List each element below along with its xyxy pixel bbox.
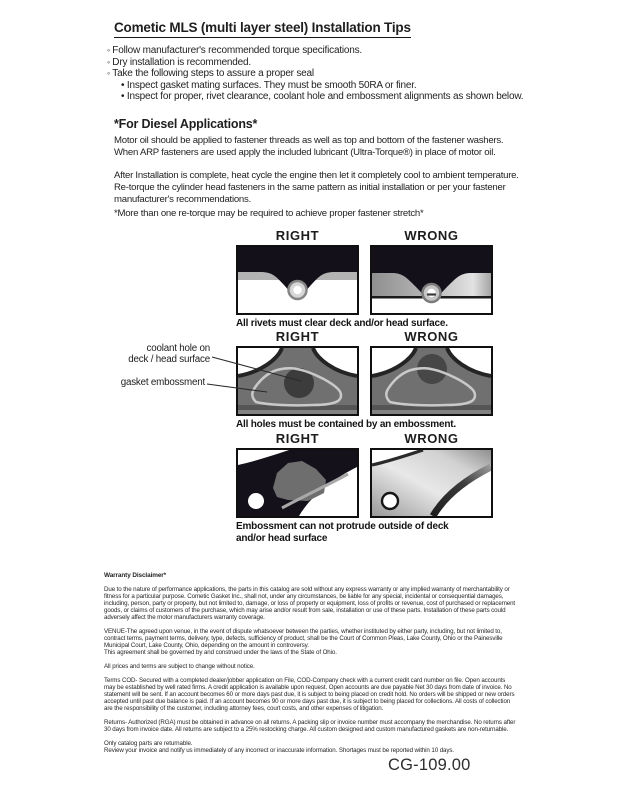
legal-paragraph-returnable: Only catalog parts are returnable. — [104, 740, 193, 747]
coolant-hole-callout — [110, 344, 210, 366]
protrusion-caption — [236, 521, 496, 544]
tip-sub-item: • Inspect for proper, rivet clearance, coolant hole and embossment alignments as shown below. — [121, 91, 537, 103]
rivet-right-diagram — [236, 245, 359, 315]
tip-item: ◦ Dry installation is recommended. — [107, 57, 537, 69]
legal-paragraph-prices: All prices and terms are subject to change without notice. — [104, 663, 255, 670]
page-title: Cometic MLS (multi layer steel) Installation Tips — [114, 20, 411, 38]
protrusion-wrong-diagram — [370, 448, 493, 518]
legal-paragraph-review: Review your invoice and notify us immediately of any incorrect or inaccurate information. Shortages must be reported within 10 days. — [104, 747, 454, 754]
diesel-paragraph-1: Motor oil should be applied to fastener threads as well as top and bottom of the fastener washers. When ARP fasteners are used apply the included lubricant (Ultra-Torque®) in place of motor oil. — [114, 135, 504, 158]
catalog-page-code: CG-109.00 — [388, 756, 471, 774]
tip-item: ◦ Follow manufacturer's recommended torque specifications. — [107, 45, 537, 57]
rivet-caption: All rivets must clear deck and/or head surface. — [236, 318, 448, 329]
legal-paragraph-venue: VENUE-The agreed upon venue, in the event of dispute whatsoever between the parties, whether instituted by either party, including, but not limited to, contract terms, payment terms, delivery, type, defects, sufficiency of product, shall be the Court of Common Pleas, Lake County, Ohio or the Painesville Municipal Court, Lake County, Ohio, depending on the amount in controversy. — [104, 628, 503, 649]
rivet-wrong-diagram — [370, 245, 493, 315]
coolant-hole-callout-line2: deck / head surface — [128, 353, 210, 365]
legal-paragraph-governed: This agreement shall be governed by and construed under the laws of the State of Ohio. — [104, 649, 337, 656]
right-label: RIGHT — [275, 431, 320, 446]
retorque-note: *More than one re-torque may be required to achieve proper fastener stretch* — [114, 208, 424, 219]
protrusion-caption-line2: and/or head surface — [236, 532, 328, 544]
coolant-hole-callout-line1: coolant hole on — [146, 343, 210, 354]
legal-paragraph-warranty: Due to the nature of performance applications, the parts in this catalog are sold without any express warranty or any implied warranty of merchantability or fitness for a particular purpose. Cometic Gasket Inc., shall not, under any circumstances, be liable for any special, incidental or consequential damages, including, person, party or property, but not limited to, damage, or loss of property or equipment, loss of profits or revenue, cost of purchased or replacement goods, or claims of customers of the purchase, which may arise and/or result from sale, installation or use of these parts. Installation of these parts could adversely affect the motor manufacturers warranty coverage. — [104, 586, 516, 621]
right-label: RIGHT — [275, 329, 320, 344]
warranty-disclaimer-heading: Warranty Disclaimer* — [104, 572, 167, 579]
gasket-embossment-callout: gasket embossment — [120, 377, 205, 388]
right-label: RIGHT — [275, 228, 320, 243]
hole-caption: All holes must be contained by an embossment. — [236, 419, 456, 430]
hole-right-diagram — [236, 346, 359, 416]
diesel-paragraph-2: After Installation is complete, heat cycle the engine then let it completely cool to ambient temperature. Re-torque the cylinder head fasteners in the same pattern as initial installation or per your fastener manufacturer's recommendations. — [114, 170, 519, 205]
tip-sub-item: • Inspect gasket mating surfaces. They must be smooth 50RA or finer. — [121, 80, 537, 92]
diagram-row-protrusion — [236, 431, 496, 544]
warranty-disclaimer-section — [104, 572, 516, 754]
installation-tips-list — [107, 45, 537, 103]
diesel-applications-heading: *For Diesel Applications* — [114, 117, 258, 131]
legal-paragraph-returns: Returns- Authorized (RGA) must be obtained in advance on all returns. A packing slip or invoice number must accompany the merchandise. No returns after 30 days from invoice date. All returns are subject to a 25% restocking charge. All custom designed and custom manufactured gaskets are non-returnable. — [104, 719, 516, 733]
diagram-row-rivets — [236, 228, 496, 330]
protrusion-right-diagram — [236, 448, 359, 518]
legal-paragraph-terms: Terms COD- Secured with a completed dealer/jobber application on File, COD-Company check with a current credit card number on file. Open accounts may be established by well rated firms. A credit application is available upon request. Open accounts are due payable Net 30 days from date of invoice. No statement will be sent. If an account becomes 60 or more days past due, it is subject to being placed on credit hold. No orders will be shipped or new orders accepted until past due balance is paid. If an account becomes 90 or more days past due, it is subject to being placed for collections. All costs of collection are the responsibility of the customer, including attorney fees, court costs, and other expenses of litigation. — [104, 677, 515, 712]
tip-item: ◦ Take the following steps to assure a proper seal — [107, 68, 537, 80]
hole-wrong-diagram — [370, 346, 493, 416]
wrong-label: WRONG — [404, 431, 459, 446]
diagram-row-holes — [236, 329, 496, 431]
protrusion-caption-line1: Embossment can not protrude outside of deck — [236, 521, 449, 532]
wrong-label: WRONG — [404, 228, 459, 243]
wrong-label: WRONG — [404, 329, 459, 344]
